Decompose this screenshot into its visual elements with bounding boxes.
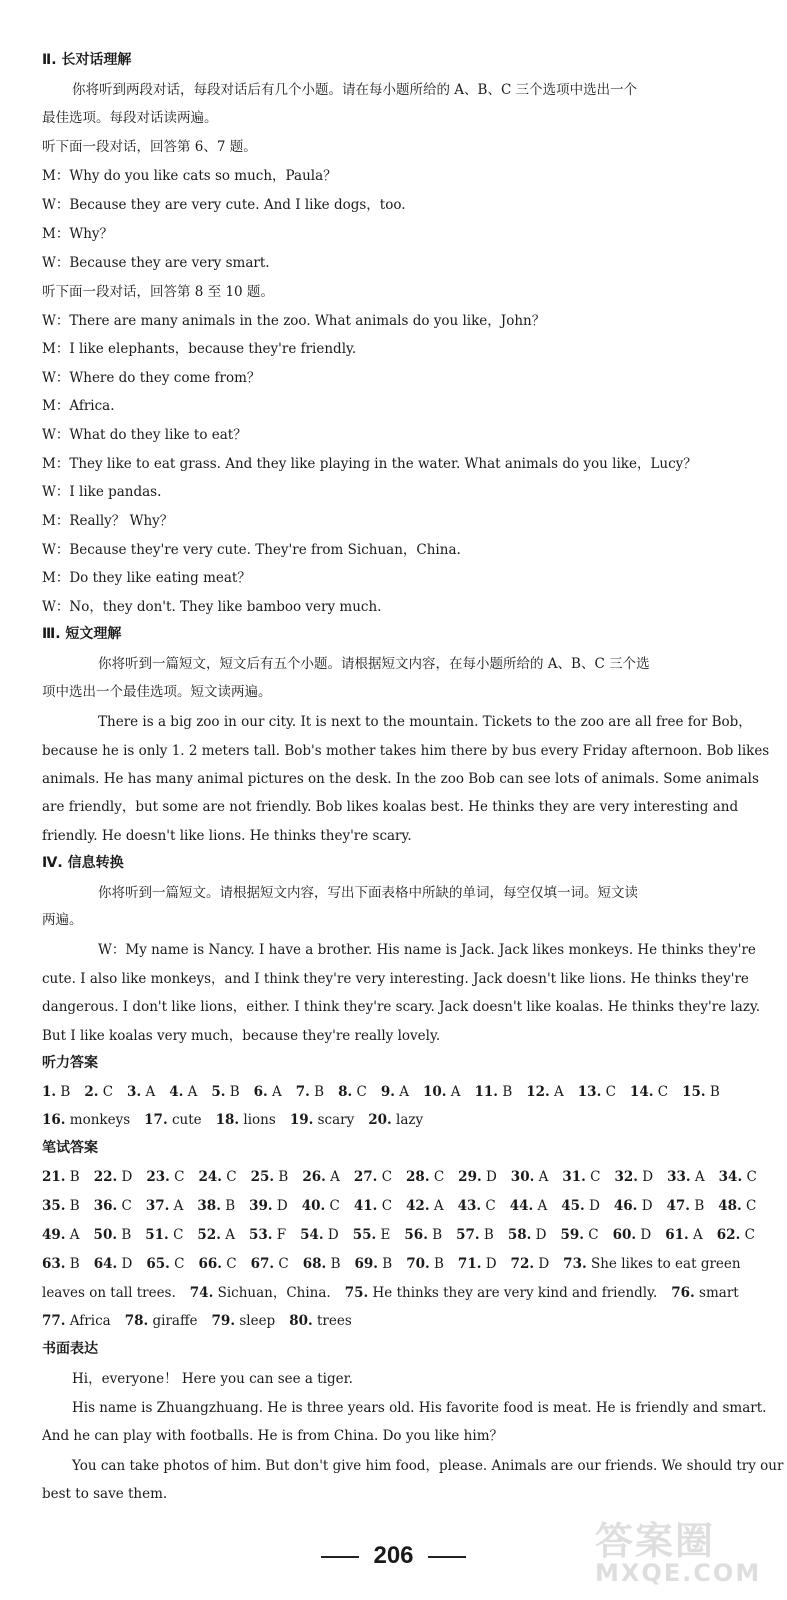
answer-value: cute — [171, 1112, 202, 1128]
answer-item — [145, 1227, 183, 1243]
answer-value: A — [225, 1227, 235, 1243]
answer-item — [249, 1198, 288, 1214]
dialog-1-line: M：Why do you like cats so much，Paula？ — [42, 168, 337, 184]
answer-item — [404, 1227, 442, 1243]
answer-item — [216, 1112, 276, 1128]
answer-item — [146, 1169, 184, 1185]
answer-value: B — [60, 1084, 71, 1100]
answer-value: leaves on tall trees. — [42, 1285, 176, 1301]
answer-number: 55. — [352, 1227, 377, 1243]
writing-line: You can take photos of him. But don't give him food，please. Animals are our friends. We should try our — [72, 1458, 784, 1474]
dialog-2-line: W：Where do they come from？ — [42, 370, 261, 386]
answer-number: 77. — [42, 1313, 66, 1329]
answer-number: 15. — [682, 1084, 706, 1100]
answer-value: B — [483, 1227, 494, 1243]
watermark-logo — [595, 1510, 775, 1592]
answer-value: A — [69, 1227, 80, 1243]
section-3-instruction-1: 你将听到一篇短文，短文后有五个小题。请根据短文内容，在每小题所给的 A、B、C 三个选 — [98, 656, 650, 672]
answer-item — [511, 1169, 549, 1185]
answer-number: 4. — [169, 1084, 184, 1100]
answer-value: C — [121, 1198, 132, 1214]
answer-value: A — [537, 1198, 548, 1214]
section-2-instruction-1: 你将听到两段对话，每段对话后有几个小题。请在每小题所给的 A、B、C 三个选项中选出一个 — [72, 82, 638, 98]
answer-number: 31. — [562, 1169, 586, 1185]
answer-number: 51. — [145, 1227, 169, 1243]
answer-number: 29. — [458, 1169, 482, 1185]
answer-value: Africa — [69, 1313, 111, 1329]
answer-item — [303, 1256, 341, 1272]
dialog-2-line: M：They like to eat grass. And they like playing in the water. What animals do you like，Lucy？ — [42, 456, 697, 472]
answer-number: 34. — [718, 1169, 743, 1185]
answer-value: A — [538, 1169, 549, 1185]
answer-value: A — [272, 1084, 282, 1100]
written-answers-heading: 笔试答案 — [42, 1140, 98, 1156]
answer-number: 53. — [248, 1227, 273, 1243]
answer-number: 12. — [526, 1084, 550, 1100]
answer-number: 63. — [42, 1256, 66, 1272]
answer-number: 23. — [146, 1169, 170, 1185]
answer-row — [42, 1196, 767, 1216]
answer-item — [458, 1256, 497, 1272]
answer-number: 5. — [211, 1084, 226, 1100]
answer-item — [211, 1084, 239, 1100]
answer-number: 7. — [295, 1084, 310, 1100]
answer-number: 73. — [563, 1256, 587, 1272]
answer-number: 65. — [146, 1256, 170, 1272]
answer-value: trees — [317, 1313, 352, 1329]
answer-item — [368, 1112, 423, 1128]
writing-line: And he can play with footballs. He is from China. Do you like him？ — [42, 1428, 503, 1444]
answer-item — [212, 1313, 276, 1329]
writing-line: His name is Zhuangzhuang. He is three years old. His favorite food is meat. He is friendly and smart. — [72, 1400, 767, 1416]
answer-value: A — [330, 1169, 340, 1185]
answer-value: B — [229, 1084, 240, 1100]
dialog-2-line: W：There are many animals in the zoo. What animals do you like，John？ — [42, 313, 546, 329]
answer-number: 8. — [338, 1084, 353, 1100]
answer-row — [42, 1225, 767, 1245]
answer-number: 21. — [42, 1169, 66, 1185]
answer-number: 70. — [406, 1256, 430, 1272]
listening-answers-heading: 听力答案 — [42, 1055, 98, 1071]
answer-value: B — [709, 1084, 720, 1100]
answer-item — [353, 1227, 391, 1243]
answer-value: F — [276, 1227, 287, 1243]
answer-number: 9. — [380, 1084, 395, 1100]
answer-item — [630, 1084, 668, 1100]
section-3-heading: Ⅲ. 短文理解 — [42, 626, 122, 642]
answer-value: B — [225, 1198, 236, 1214]
writing-line: best to save them. — [42, 1486, 168, 1502]
answer-item — [614, 1198, 653, 1214]
answer-number: 64. — [93, 1256, 118, 1272]
answer-number: 49. — [42, 1227, 66, 1243]
answer-value: B — [330, 1256, 341, 1272]
answer-number: 59. — [560, 1227, 584, 1243]
answer-item — [667, 1198, 705, 1214]
answer-number: 52. — [197, 1227, 221, 1243]
answer-row — [42, 1254, 767, 1274]
answer-number: 54. — [300, 1227, 324, 1243]
answer-item — [510, 1198, 548, 1214]
answer-number: 57. — [456, 1227, 480, 1243]
answer-value: D — [327, 1227, 339, 1243]
answer-number: 27. — [353, 1169, 378, 1185]
answer-value: C — [226, 1169, 237, 1185]
answer-number: 11. — [474, 1084, 499, 1100]
answer-item — [354, 1198, 392, 1214]
answer-value: D — [641, 1198, 653, 1214]
answer-number: 58. — [507, 1227, 532, 1243]
answer-number: 61. — [665, 1227, 689, 1243]
answer-value: A — [693, 1227, 703, 1243]
answer-value: A — [694, 1169, 705, 1185]
answer-row — [42, 1311, 767, 1331]
answer-number: 76. — [671, 1285, 695, 1301]
answer-item — [198, 1169, 236, 1185]
answer-item — [475, 1084, 513, 1100]
answer-value: B — [434, 1256, 444, 1272]
answer-number: 33. — [667, 1169, 691, 1185]
answer-number: 75. — [344, 1285, 369, 1301]
answer-value: B — [432, 1227, 443, 1243]
answer-number: 60. — [612, 1227, 637, 1243]
answer-value: D — [589, 1198, 600, 1214]
answer-number: 69. — [354, 1256, 378, 1272]
answer-item — [289, 1313, 352, 1329]
answer-number: 79. — [211, 1313, 236, 1329]
answer-item — [94, 1198, 132, 1214]
answer-value: B — [121, 1227, 132, 1243]
answer-item — [456, 1227, 494, 1243]
answer-number: 74. — [189, 1285, 214, 1301]
answer-value: C — [356, 1084, 367, 1100]
answer-value: A — [433, 1198, 444, 1214]
answer-item — [671, 1285, 738, 1301]
section-2-heading: Ⅱ. 长对话理解 — [42, 52, 132, 68]
answer-item — [562, 1169, 600, 1185]
answer-item — [526, 1084, 564, 1100]
answer-value: C — [746, 1198, 757, 1214]
answer-number: 26. — [302, 1169, 326, 1185]
dash-right — [428, 1556, 466, 1558]
answer-number: 47. — [666, 1198, 691, 1214]
answer-item — [718, 1198, 756, 1214]
passage-line: dangerous. I don't like lions，either. I think they're scary. Jack doesn't like koalas. He thinks they're lazy. — [42, 999, 761, 1015]
answer-number: 10. — [422, 1084, 447, 1100]
answer-item — [169, 1084, 197, 1100]
answer-item — [511, 1256, 550, 1272]
answer-number: 16. — [42, 1112, 66, 1128]
answer-value: C — [174, 1169, 185, 1185]
answer-number: 37. — [145, 1198, 170, 1214]
answer-value: A — [187, 1084, 198, 1100]
answer-value: A — [554, 1084, 564, 1100]
answer-item — [458, 1169, 497, 1185]
answer-number: 2. — [84, 1084, 99, 1100]
dialog-1-label: 听下面一段对话，回答第 6、7 题。 — [42, 139, 257, 155]
dialog-2-line: W：I like pandas. — [42, 484, 162, 500]
answer-number: 25. — [250, 1169, 275, 1185]
answer-item — [146, 1256, 184, 1272]
dialog-2-line: M：I like elephants，because they're friendly. — [42, 341, 357, 357]
answer-number: 19. — [289, 1112, 314, 1128]
passage-line: cute. I also like monkeys，and I think they're very interesting. Jack doesn't like lions. He thinks they're — [42, 971, 749, 987]
answer-value: A — [173, 1198, 184, 1214]
answer-value: C — [605, 1084, 616, 1100]
answer-value: A — [450, 1084, 461, 1100]
answer-item — [665, 1227, 703, 1243]
passage-line: animals. He has many animal pictures on the desk. In the zoo Bob can see lots of animals. Some animals — [42, 771, 759, 787]
answer-item — [345, 1285, 658, 1301]
answer-number: 24. — [198, 1169, 222, 1185]
answer-item — [423, 1084, 461, 1100]
answer-value: smart — [699, 1285, 739, 1301]
answer-value: C — [590, 1169, 601, 1185]
answer-item — [42, 1256, 80, 1272]
answer-value: D — [485, 1256, 497, 1272]
answer-item — [197, 1227, 235, 1243]
answer-item — [42, 1084, 70, 1100]
answer-item — [251, 1256, 289, 1272]
answer-item — [42, 1112, 130, 1128]
answer-item — [42, 1227, 80, 1243]
answer-number: 43. — [457, 1198, 482, 1214]
answer-value: E — [380, 1227, 391, 1243]
answer-value: C — [746, 1169, 757, 1185]
page-number-text: 206 — [373, 1542, 414, 1569]
answer-value: C — [433, 1169, 445, 1185]
answer-number: 28. — [406, 1169, 430, 1185]
dialog-2-line: M：Really？ Why？ — [42, 513, 174, 529]
answer-number: 38. — [197, 1198, 221, 1214]
answer-value: C — [102, 1084, 114, 1100]
answer-value: scary — [317, 1112, 355, 1128]
passage-line: friendly. He doesn't like lions. He thinks they're scary. — [42, 828, 412, 844]
passage-line: But I like koalas very much，because they're really lovely. — [42, 1028, 441, 1044]
answer-number: 48. — [718, 1198, 742, 1214]
answer-item — [508, 1227, 547, 1243]
answer-number: 67. — [250, 1256, 275, 1272]
answer-value: lions — [243, 1112, 276, 1128]
answer-item — [406, 1198, 444, 1214]
answer-item — [197, 1198, 235, 1214]
answer-value: D — [276, 1198, 288, 1214]
answer-number: 62. — [716, 1227, 741, 1243]
answer-value: B — [502, 1084, 513, 1100]
answer-value: C — [744, 1227, 755, 1243]
answer-value: C — [329, 1198, 340, 1214]
answer-value: C — [381, 1169, 393, 1185]
answer-number: 6. — [253, 1084, 268, 1100]
answer-item — [563, 1256, 740, 1272]
answer-number: 32. — [614, 1169, 638, 1185]
answer-item — [381, 1084, 409, 1100]
answer-number: 13. — [577, 1084, 602, 1100]
answer-item — [42, 1285, 176, 1301]
section-4-instruction-2: 两遍。 — [42, 912, 83, 928]
passage-line: because he is only 1. 2 meters tall. Bob's mother takes him there by bus every Friday afternoon. Bob likes — [42, 743, 770, 759]
dialog-2-line: M：Do they like eating meat？ — [42, 570, 251, 586]
answer-value: lazy — [396, 1112, 424, 1128]
answer-item — [302, 1169, 340, 1185]
answer-value: B — [69, 1256, 80, 1272]
answer-value: B — [69, 1169, 80, 1185]
writing-heading: 书面表达 — [42, 1341, 98, 1357]
answer-number: 56. — [404, 1227, 428, 1243]
dash-left — [321, 1556, 359, 1558]
answer-number: 20. — [368, 1112, 392, 1128]
answer-value: B — [314, 1084, 325, 1100]
section-3-instruction-2: 项中选出一个最佳选项。短文读两遍。 — [42, 684, 272, 700]
answer-value: D — [121, 1256, 133, 1272]
answer-number: 68. — [302, 1256, 327, 1272]
answer-item — [458, 1198, 496, 1214]
answer-number: 17. — [144, 1112, 168, 1128]
answer-number: 35. — [42, 1198, 66, 1214]
answer-item — [682, 1084, 720, 1100]
answer-item — [42, 1169, 80, 1185]
answer-number: 22. — [93, 1169, 118, 1185]
answer-value: C — [278, 1256, 289, 1272]
answer-item — [667, 1169, 705, 1185]
answer-value: D — [121, 1169, 133, 1185]
dialog-2-line: W：What do they like to eat？ — [42, 427, 247, 443]
answer-number: 46. — [613, 1198, 638, 1214]
answer-value: sleep — [239, 1313, 276, 1329]
answer-row — [42, 1082, 767, 1102]
answer-item — [249, 1227, 286, 1243]
answer-item — [560, 1227, 598, 1243]
answer-item — [296, 1084, 324, 1100]
watermark-bottom-text: MXQE.COM — [595, 1559, 762, 1587]
answer-item — [406, 1169, 444, 1185]
answer-number: 78. — [124, 1313, 149, 1329]
dialog-1-line: M：Why？ — [42, 226, 114, 242]
answer-number: 18. — [215, 1112, 240, 1128]
answer-number: 66. — [198, 1256, 222, 1272]
answer-item — [94, 1227, 132, 1243]
dialog-1-line: W：Because they are very smart. — [42, 255, 270, 271]
answer-value: C — [657, 1084, 669, 1100]
answer-value: A — [145, 1084, 156, 1100]
answer-item — [254, 1084, 282, 1100]
answer-number: 42. — [406, 1198, 430, 1214]
answer-value: giraffe — [152, 1313, 198, 1329]
answer-value: B — [278, 1169, 289, 1185]
answer-number: 30. — [510, 1169, 535, 1185]
answer-value: B — [69, 1198, 80, 1214]
section-4-instruction-1: 你将听到一篇短文。请根据短文内容，写出下面表格中所缺的单词，每空仅填一词。短文读 — [98, 885, 638, 901]
answer-value: C — [174, 1256, 185, 1272]
answer-item — [251, 1169, 289, 1185]
answer-item — [94, 1256, 133, 1272]
section-4-heading: Ⅳ. 信息转换 — [42, 855, 124, 871]
answer-item — [94, 1169, 133, 1185]
passage-line: are friendly，but some are not friendly. Bob likes koalas best. He thinks they are very interesting and — [42, 799, 739, 815]
answer-item — [144, 1112, 201, 1128]
answer-item — [127, 1084, 155, 1100]
answer-number: 41. — [353, 1198, 378, 1214]
answer-item — [42, 1198, 80, 1214]
answer-row — [42, 1167, 767, 1187]
answer-value: C — [381, 1198, 393, 1214]
answer-item — [406, 1256, 444, 1272]
answer-item — [190, 1285, 331, 1301]
watermark-top-text: 答案圈 — [595, 1519, 716, 1563]
passage-line: W：My name is Nancy. I have a brother. His name is Jack. Jack likes monkeys. He thinks they're — [98, 942, 756, 958]
writing-line: Hi，everyone！ Here you can see a tiger. — [72, 1371, 353, 1387]
answer-value: A — [399, 1084, 409, 1100]
answer-item — [561, 1198, 600, 1214]
answer-item — [719, 1169, 757, 1185]
answer-item — [354, 1169, 392, 1185]
answer-value: Sichuan，China. — [217, 1285, 331, 1301]
answer-number: 45. — [561, 1198, 585, 1214]
answer-value: C — [588, 1227, 599, 1243]
answer-value: D — [640, 1227, 652, 1243]
answer-item — [42, 1313, 111, 1329]
answer-number: 14. — [629, 1084, 654, 1100]
answer-number: 71. — [457, 1256, 482, 1272]
dialog-2-line: W：Because they're very cute. They're from Sichuan，China. — [42, 542, 461, 558]
answer-item — [302, 1198, 340, 1214]
answer-number: 40. — [301, 1198, 326, 1214]
answer-item — [84, 1084, 113, 1100]
dialog-2-line: W：No，they don't. They like bamboo very much. — [42, 599, 382, 615]
answer-item — [146, 1198, 184, 1214]
answer-number: 1. — [42, 1084, 57, 1100]
answer-value: D — [642, 1169, 654, 1185]
answer-value: D — [535, 1227, 547, 1243]
dialog-2-line: M：Africa. — [42, 398, 115, 414]
answer-number: 36. — [93, 1198, 118, 1214]
answer-number: 3. — [127, 1084, 142, 1100]
answer-item — [614, 1169, 653, 1185]
dialog-2-label: 听下面一段对话，回答第 8 至 10 题。 — [42, 284, 274, 300]
answer-item — [300, 1227, 339, 1243]
passage-line: There is a big zoo in our city. It is next to the mountain. Tickets to the zoo are all free for Bob， — [98, 714, 752, 730]
answer-item — [578, 1084, 616, 1100]
answer-number: 72. — [510, 1256, 535, 1272]
answer-value: B — [382, 1256, 393, 1272]
answer-item — [354, 1256, 392, 1272]
answer-item — [613, 1227, 652, 1243]
answer-item — [125, 1313, 198, 1329]
answer-number: 39. — [249, 1198, 273, 1214]
answer-number: 44. — [509, 1198, 534, 1214]
answer-row — [42, 1283, 767, 1303]
answer-number: 80. — [289, 1313, 313, 1329]
answer-value: B — [694, 1198, 705, 1214]
answer-value: D — [538, 1256, 550, 1272]
answer-value: C — [485, 1198, 496, 1214]
answer-value: D — [485, 1169, 497, 1185]
answer-number: 50. — [93, 1227, 118, 1243]
answer-value: He thinks they are very kind and friendly. — [372, 1285, 658, 1301]
answer-item — [338, 1084, 367, 1100]
answer-value: C — [173, 1227, 184, 1243]
answer-value: C — [226, 1256, 237, 1272]
answer-row — [42, 1110, 767, 1130]
answer-value: monkeys — [69, 1112, 131, 1128]
answer-value: She likes to eat green — [590, 1256, 741, 1272]
answer-item — [198, 1256, 236, 1272]
answer-item — [290, 1112, 354, 1128]
dialog-1-line: W：Because they are very cute. And I like dogs，too. — [42, 197, 406, 213]
answer-item — [717, 1227, 755, 1243]
section-2-instruction-2: 最佳选项。每段对话读两遍。 — [42, 110, 218, 126]
